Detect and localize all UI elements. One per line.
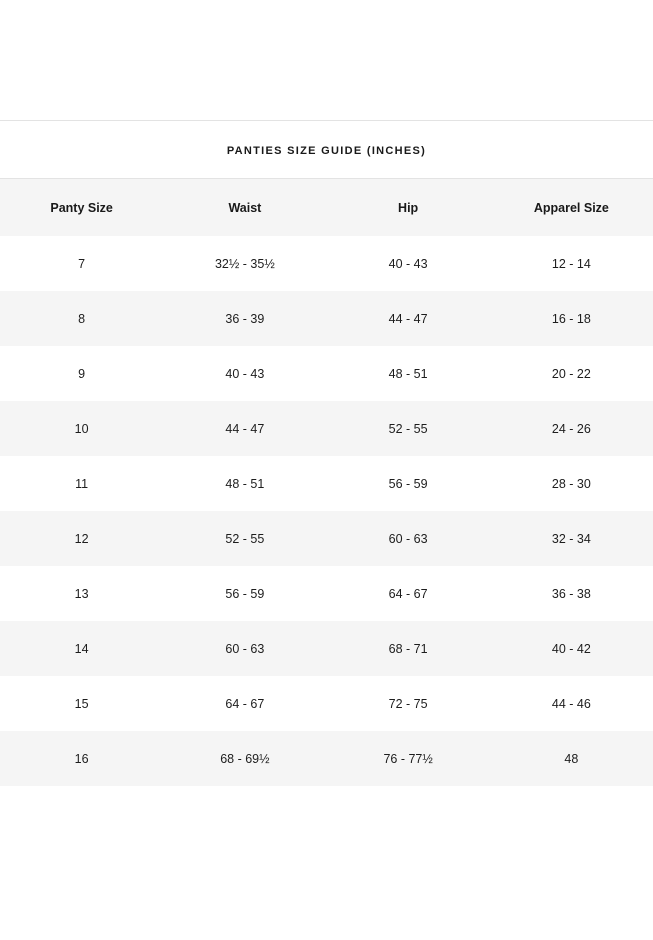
cell-apparel-size: 48	[490, 731, 653, 786]
cell-panty-size: 11	[0, 456, 163, 511]
column-header-apparel-size: Apparel Size	[490, 179, 653, 237]
cell-panty-size: 15	[0, 676, 163, 731]
table-row	[0, 236, 653, 291]
cell-waist: 68 - 69½	[163, 731, 326, 786]
cell-apparel-size: 24 - 26	[490, 401, 653, 456]
table-header-row	[0, 179, 653, 237]
table-row	[0, 566, 653, 621]
column-header-panty-size: Panty Size	[0, 179, 163, 237]
table-row	[0, 346, 653, 401]
cell-apparel-size: 44 - 46	[490, 676, 653, 731]
cell-panty-size: 10	[0, 401, 163, 456]
cell-waist: 52 - 55	[163, 511, 326, 566]
cell-waist: 40 - 43	[163, 346, 326, 401]
table-head	[0, 121, 653, 237]
cell-apparel-size: 16 - 18	[490, 291, 653, 346]
cell-hip: 76 - 77½	[327, 731, 490, 786]
page-bottom-spacer	[0, 786, 653, 940]
cell-panty-size: 8	[0, 291, 163, 346]
size-guide-table	[0, 120, 653, 786]
table-title-cell	[0, 121, 653, 179]
cell-apparel-size: 20 - 22	[490, 346, 653, 401]
cell-hip: 40 - 43	[327, 236, 490, 291]
cell-waist: 48 - 51	[163, 456, 326, 511]
cell-panty-size: 13	[0, 566, 163, 621]
cell-hip: 56 - 59	[327, 456, 490, 511]
cell-waist: 44 - 47	[163, 401, 326, 456]
cell-hip: 72 - 75	[327, 676, 490, 731]
table-row	[0, 511, 653, 566]
page-title: PANTIES SIZE GUIDE (INCHES)	[226, 145, 427, 157]
cell-panty-size: 9	[0, 346, 163, 401]
table-row	[0, 676, 653, 731]
cell-hip: 60 - 63	[327, 511, 490, 566]
table-row	[0, 291, 653, 346]
page-top-spacer	[0, 0, 653, 120]
cell-waist: 64 - 67	[163, 676, 326, 731]
cell-apparel-size: 36 - 38	[490, 566, 653, 621]
cell-waist: 32½ - 35½	[163, 236, 326, 291]
table-row	[0, 456, 653, 511]
cell-hip: 68 - 71	[327, 621, 490, 676]
cell-panty-size: 16	[0, 731, 163, 786]
cell-apparel-size: 28 - 30	[490, 456, 653, 511]
cell-hip: 48 - 51	[327, 346, 490, 401]
column-header-waist: Waist	[163, 179, 326, 237]
cell-waist: 36 - 39	[163, 291, 326, 346]
cell-panty-size: 14	[0, 621, 163, 676]
cell-panty-size: 7	[0, 236, 163, 291]
cell-apparel-size: 32 - 34	[490, 511, 653, 566]
cell-apparel-size: 12 - 14	[490, 236, 653, 291]
table-title-row	[0, 121, 653, 179]
cell-panty-size: 12	[0, 511, 163, 566]
table-row	[0, 401, 653, 456]
table-row	[0, 731, 653, 786]
cell-apparel-size: 40 - 42	[490, 621, 653, 676]
cell-hip: 64 - 67	[327, 566, 490, 621]
cell-hip: 44 - 47	[327, 291, 490, 346]
table-row	[0, 621, 653, 676]
cell-waist: 56 - 59	[163, 566, 326, 621]
cell-hip: 52 - 55	[327, 401, 490, 456]
column-header-hip: Hip	[327, 179, 490, 237]
table-body	[0, 236, 653, 786]
cell-waist: 60 - 63	[163, 621, 326, 676]
